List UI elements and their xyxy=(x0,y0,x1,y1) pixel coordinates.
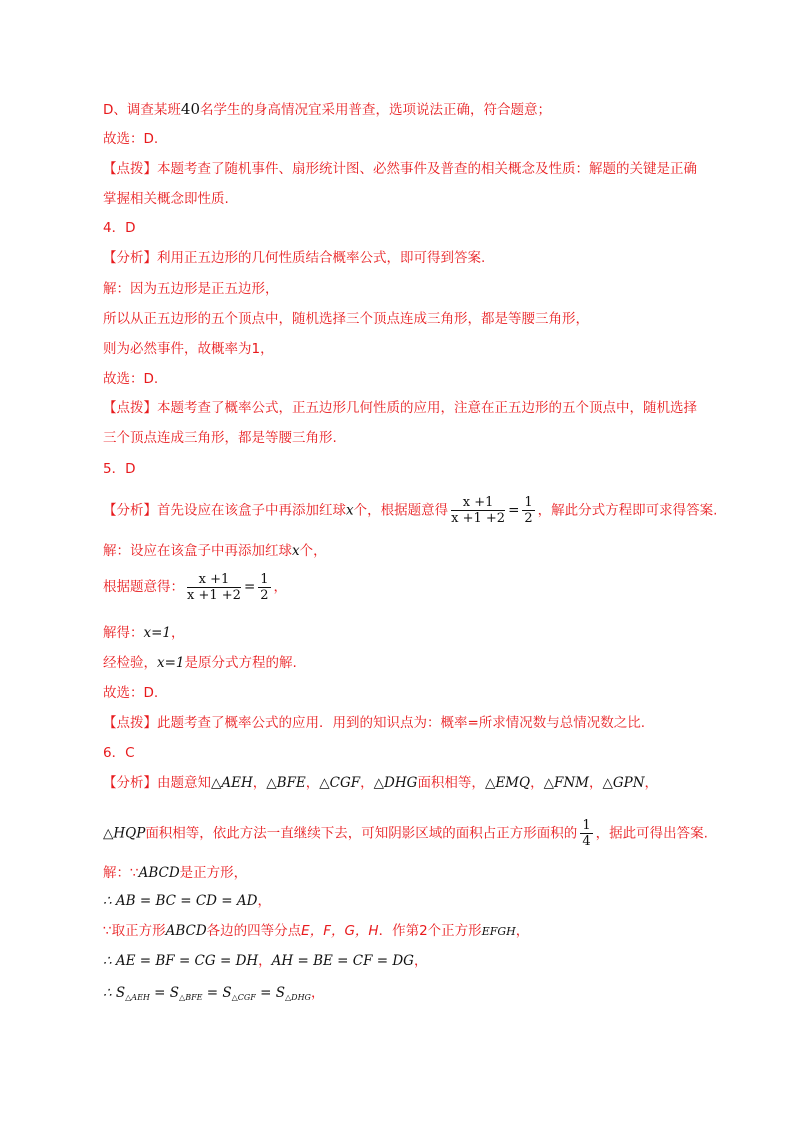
math: ∴ AB = BC = CD = AD xyxy=(103,893,258,909)
math: EFGH xyxy=(481,925,516,938)
text: ，解此分式方程即可求得答案. xyxy=(537,502,718,519)
text: ， xyxy=(588,775,603,791)
fraction xyxy=(187,572,241,603)
text: 【分析】首先设应在该盒子中再添加红球 xyxy=(103,502,346,519)
fraction-half xyxy=(258,572,270,603)
math: △BFE xyxy=(266,775,306,791)
text: 名学生的身高情况宜采用普查，选项说法正确，符合题意； xyxy=(200,102,551,118)
fraction-half xyxy=(522,495,534,526)
text: ∵取正方形 xyxy=(103,923,166,939)
equals: = xyxy=(508,502,520,519)
line-4: 掌握相关概念即性质. xyxy=(103,191,229,207)
math: △DHG xyxy=(373,775,418,791)
math-x: x xyxy=(346,502,354,519)
line-6: 【分析】利用正五边形的几何性质结合概率公式，即可得到答案. xyxy=(103,250,486,266)
line-15 xyxy=(103,542,327,560)
text: 各边的四等分点 xyxy=(206,923,302,939)
math-sub: △DHG xyxy=(285,993,311,1002)
line-19: 故选：D. xyxy=(103,685,159,701)
math: △HQP xyxy=(103,825,146,842)
text: 解：设应在该盒子中再添加红球 xyxy=(103,543,292,559)
text: ， xyxy=(413,953,428,969)
text: ．作第2个正方形 xyxy=(378,923,482,939)
equals: = xyxy=(243,579,256,595)
line-10: 故选：D. xyxy=(103,371,159,387)
denominator: x +1 +2 xyxy=(187,587,241,603)
math: = S xyxy=(202,985,232,1001)
text: 是正方形， xyxy=(179,865,248,881)
line-2: 故选：D. xyxy=(103,131,159,147)
line-28 xyxy=(103,984,324,1007)
line-23 xyxy=(103,818,708,849)
line-16 xyxy=(103,570,287,604)
math: AH = BE = CF = DG xyxy=(271,953,414,969)
line-25 xyxy=(103,892,271,910)
denominator: x +1 +2 xyxy=(451,511,506,526)
math: = S xyxy=(255,985,285,1001)
text: ， xyxy=(310,985,325,1001)
text: 面积相等， xyxy=(417,775,485,791)
text: 面积相等，依此方法一直继续下去，可知阴影区域的面积占正方形面积的 xyxy=(145,825,578,842)
line-21: 6．C xyxy=(103,745,135,761)
text: ， xyxy=(252,775,267,791)
fraction xyxy=(451,495,505,526)
text: ， xyxy=(360,775,374,791)
line-11: 【点拨】本题考查了概率公式，正五边形几何性质的应用，注意在正五边形的五个顶点中，随机选择 xyxy=(103,400,697,416)
numerator: 1 xyxy=(524,495,533,510)
math: △GPN xyxy=(602,775,645,791)
text: ，据此可得出答案. xyxy=(595,825,708,842)
math-x: x xyxy=(292,543,300,559)
math: x=1 xyxy=(157,655,185,671)
line-18 xyxy=(103,654,297,672)
line-9: 则为必然事件，故概率为1， xyxy=(103,341,274,357)
line-17 xyxy=(103,624,185,642)
math-sub: △AEH xyxy=(125,993,150,1002)
text: 解得： xyxy=(103,625,144,641)
numerator: 1 xyxy=(582,818,591,833)
text: ， xyxy=(530,775,544,791)
numerator: x +1 xyxy=(451,495,505,511)
line-1 xyxy=(103,100,551,119)
line-3: 【点拨】本题考查了随机事件、扇形统计图、必然事件及普查的相关概念及性质：解题的关键是正确 xyxy=(103,161,697,177)
math: = S xyxy=(149,985,180,1001)
math: ABCD xyxy=(165,923,207,939)
text: ， xyxy=(273,579,288,595)
math: ∴ S xyxy=(103,985,126,1001)
math: ABCD xyxy=(138,865,180,881)
denominator: 4 xyxy=(582,834,591,849)
numerator: x +1 xyxy=(187,572,241,588)
text: 个， xyxy=(299,543,327,559)
text: 个，根据题意得 xyxy=(353,502,449,519)
line-8: 所以从正五边形的五个顶点中，随机选择三个顶点连成三角形，都是等腰三角形， xyxy=(103,311,589,327)
math: ∴ AE = BF = CG = DH xyxy=(103,953,259,969)
math: △EMQ xyxy=(484,775,531,791)
text: D、调查某班 xyxy=(103,102,181,118)
text: 经检验， xyxy=(103,655,157,671)
text: 是原分式方程的解. xyxy=(184,655,297,671)
text: ， xyxy=(305,775,320,791)
text: 【分析】由题意知 xyxy=(103,775,211,791)
text: ， xyxy=(171,625,185,641)
line-22 xyxy=(103,774,658,792)
line-5: 4．D xyxy=(103,220,136,236)
line-24 xyxy=(103,864,247,882)
fraction-quarter xyxy=(580,818,592,849)
number-40: 40 xyxy=(180,100,200,118)
text: 根据题意得： xyxy=(103,579,184,595)
denominator: 2 xyxy=(260,587,269,603)
math: △CGF xyxy=(319,775,361,791)
line-27 xyxy=(103,952,427,970)
text: ， xyxy=(515,923,530,939)
numerator: 1 xyxy=(260,571,269,587)
line-20: 【点拨】此题考查了概率公式的应用．用到的知识点为：概率=所求情况数与总情况数之比. xyxy=(103,715,646,731)
math: △AEH xyxy=(211,775,253,791)
math-sub: △BFE xyxy=(179,993,203,1002)
line-13: 5．D xyxy=(103,461,136,477)
text: ， xyxy=(258,953,272,969)
math: △FNM xyxy=(543,775,589,791)
math-sub: △CGF xyxy=(231,993,256,1002)
text: ， xyxy=(257,893,271,909)
text: 解：∵ xyxy=(103,865,139,881)
line-7: 解：因为五边形是正五边形， xyxy=(103,281,279,297)
math: x=1 xyxy=(143,625,172,641)
denominator: 2 xyxy=(524,511,533,526)
line-14 xyxy=(103,495,717,526)
line-12: 三个顶点连成三角形，都是等腰三角形. xyxy=(103,430,337,446)
text: E，F，G，H xyxy=(301,923,379,939)
text: ， xyxy=(644,775,659,791)
line-26 xyxy=(103,922,529,941)
